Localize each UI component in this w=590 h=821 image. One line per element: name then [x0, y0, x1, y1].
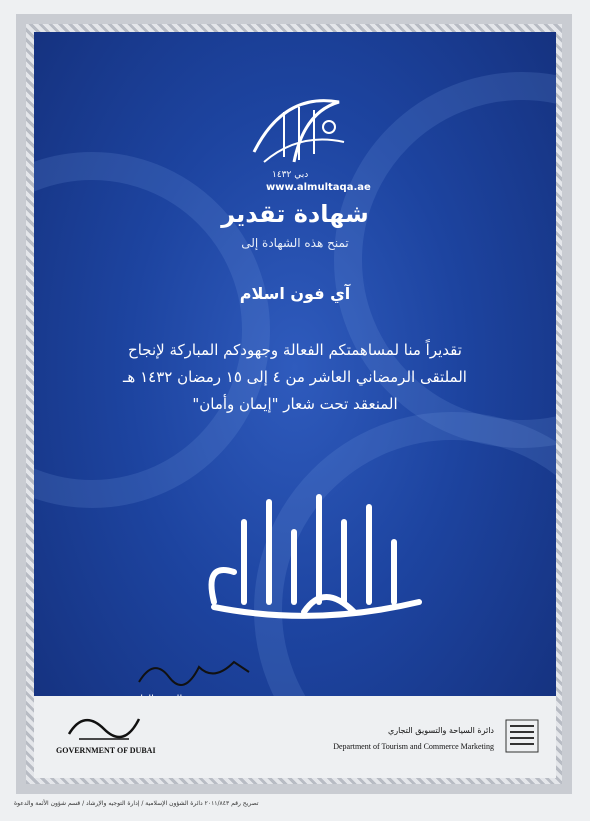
- certificate-title: شهادة تقدير: [221, 200, 369, 228]
- certificate-subtitle: تمنح هذه الشهادة إلى: [241, 236, 349, 250]
- calligraphy-emblem: [184, 462, 444, 632]
- government-of-dubai-logo: [64, 704, 144, 744]
- almultaqa-logo: [244, 82, 354, 177]
- signature: [134, 652, 254, 692]
- government-of-dubai-label: GOVERNMENT OF DUBAI: [56, 746, 156, 755]
- dtcm-arabic-name: دائرة السياحة والتسويق التجاري: [387, 726, 494, 735]
- logo-url: www.almultaqa.ae: [266, 182, 371, 193]
- body-line: الملتقى الرمضاني العاشر من ٤ إلى ١٥ رمضان ١٤٣٢ هـ: [123, 368, 467, 386]
- body-line: المنعقد تحت شعار "إيمان وأمان": [192, 395, 398, 413]
- logo-year: دبي ١٤٣٢: [272, 170, 309, 180]
- body-line: تقديراً منا لمساهمتكم الفعالة وجهودكم المباركة لإنجاح: [128, 341, 462, 359]
- dtcm-logo: [504, 716, 540, 756]
- certificate-body: [64, 337, 526, 418]
- certificate-panel: [34, 32, 556, 778]
- dtcm-english-name: Department of Tourism and Commerce Marketing: [333, 742, 494, 751]
- permit-text: تصريح رقم ٢٠١١/٨٤٣ دائرة الشؤون الإسلامية / إدارة التوجيه والإرشاد / قسم شؤون الأئمة والدعوة: [14, 800, 259, 807]
- footer: [34, 696, 556, 778]
- recipient-name: آي فون اسلام: [239, 284, 351, 303]
